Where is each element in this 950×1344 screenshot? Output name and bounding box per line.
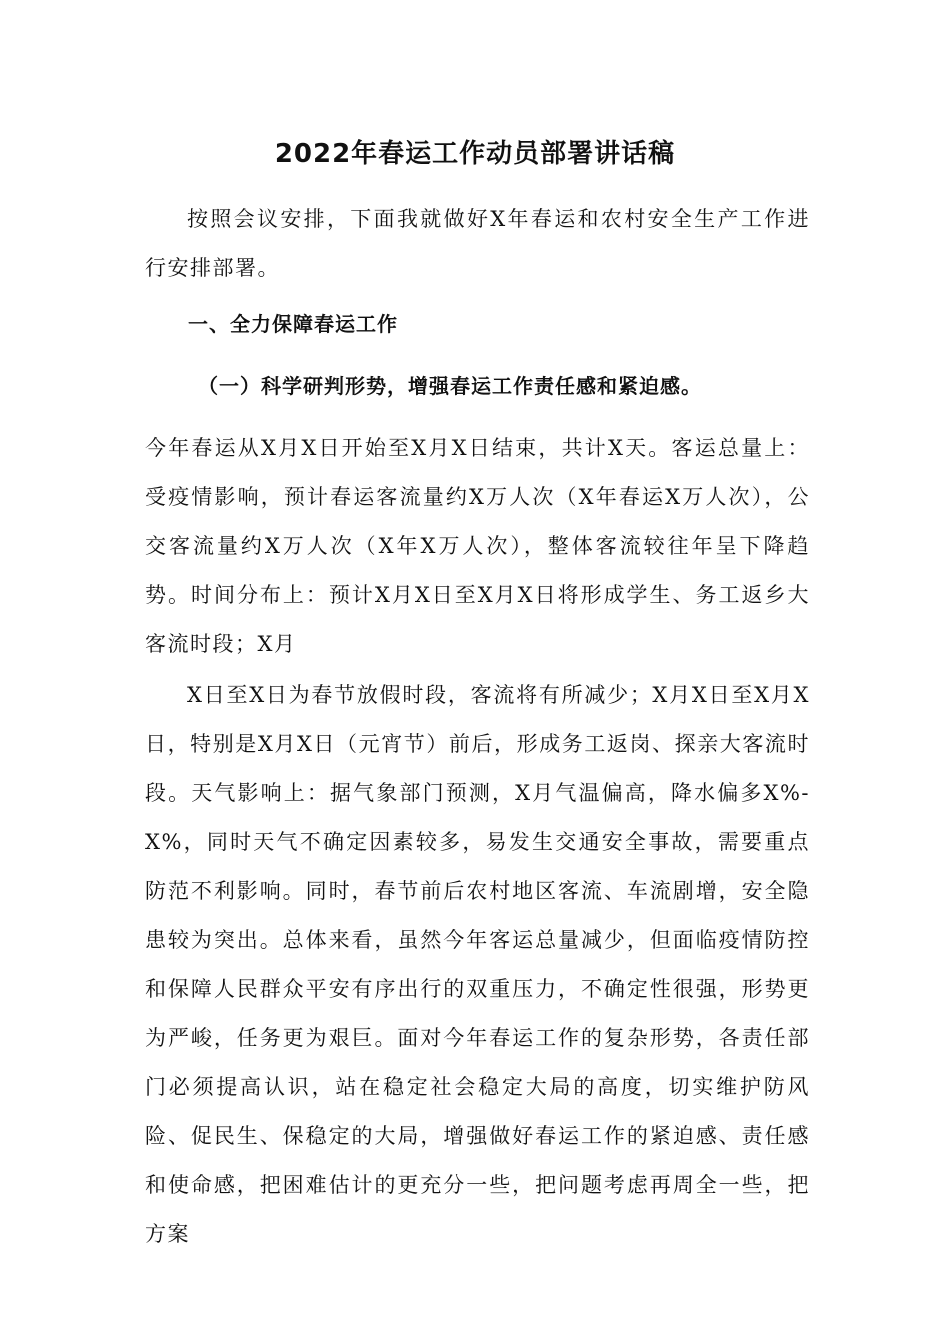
body-paragraph-2: X日至X日为春节放假时段，客流将有所减少；X月X日至X月X日，特别是X月X日（元宵节）前后，形成务工返岗、探亲大客流时段。天气影响上：据气象部门预测，X月气温偏高，降水偏多X%-X%，同时天气不确定因素较多，易发生交通安全事故，需要重点防范不利影响。同时，春节前后农村地区客流、车流剧增，安全隐患较为突出。总体来看，虽然今年客运总量减少，但面临疫情防控和保障人民群众平安有序出行的双重压力，不确定性很强，形势更为严峻，任务更为艰巨。面对今年春运工作的复杂形势，各责任部门必须提高认识，站在稳定社会稳定大局的高度，切实维护防风险、促民生、保稳定的大局，增强做好春运工作的紧迫感、责任感和使命感，把困难估计的更充分一些，把问题考虑再周全一些，把方案 [145,683,810,1246]
subsection-heading: （一）科学研判形势，增强春运工作责任感和紧迫感。 [198,374,702,398]
document-title: 2022年春运工作动员部署讲话稿 [274,139,676,169]
body-paragraph-1: 今年春运从X月X日开始至X月X日结束，共计X天。客运总量上：受疫情影响，预计春运客流量约X万人次（X年春运X万人次），公交客流量约X万人次（X年X万人次），整体客流较往年呈下降趋势。时间分布上：预计X月X日至X月X日将形成学生、务工返乡大客流时段；X月 [145,436,810,656]
section-heading: 一、全力保障春运工作 [188,312,398,336]
intro-paragraph: 按照会议安排，下面我就做好X年春运和农村安全生产工作进行安排部署。 [145,207,810,280]
